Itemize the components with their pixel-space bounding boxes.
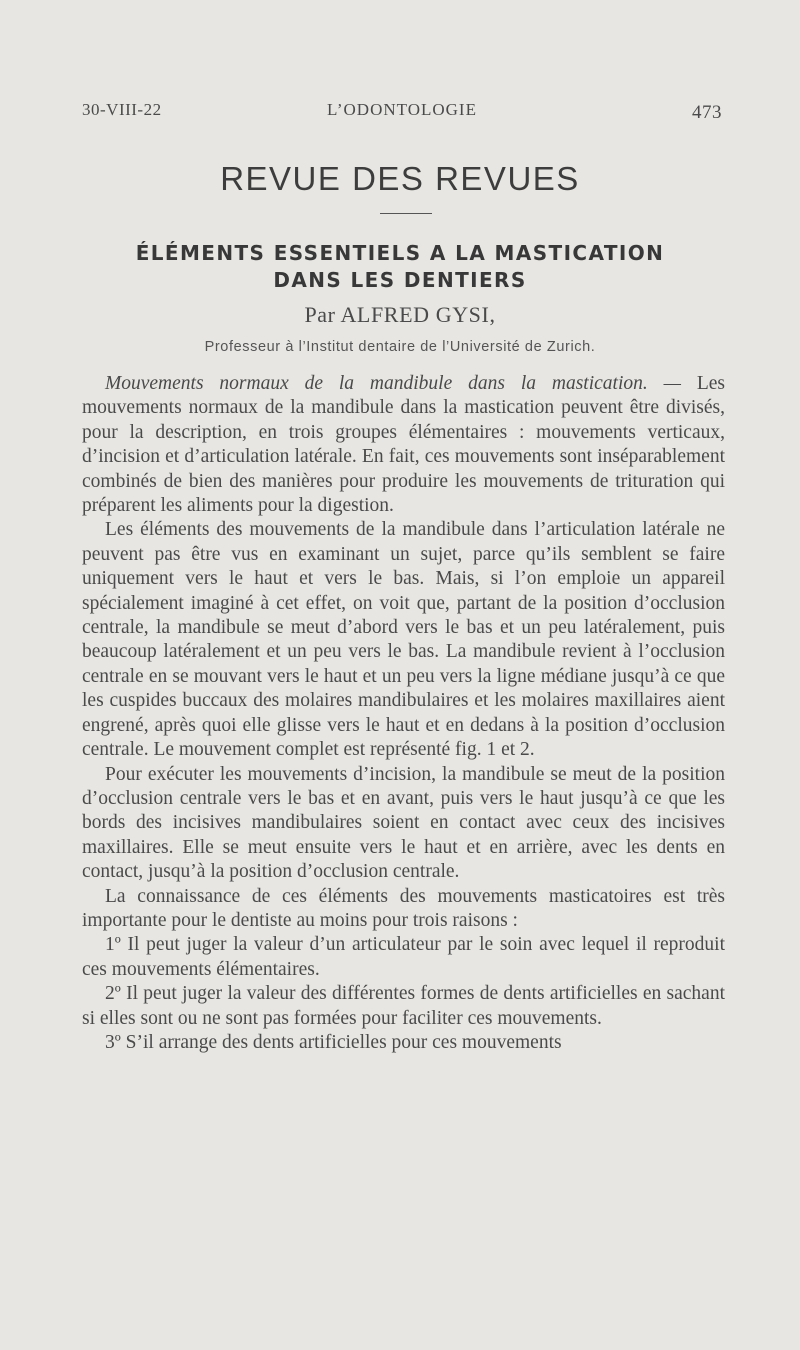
article-title-line1: ÉLÉMENTS ESSENTIELS A LA MASTICATION bbox=[135, 241, 665, 265]
paragraph-4: La connaissance de ces éléments des mouvements masticatoires est très importante pour le dentiste au moins pour trois raisons : bbox=[82, 885, 725, 931]
title-divider bbox=[380, 213, 432, 214]
journal-title: L’ODONTOLOGIE bbox=[327, 100, 477, 119]
article-title bbox=[60, 240, 740, 294]
page-number: 473 bbox=[692, 102, 722, 123]
article-title-line2: DANS LES DENTIERS bbox=[273, 268, 527, 292]
article-body bbox=[82, 372, 725, 1055]
section-title: REVUE DES REVUES bbox=[220, 160, 580, 197]
author-affiliation: Professeur à l’Institut dentaire de l’Université de Zurich. bbox=[204, 339, 596, 355]
paragraph-6: 2º Il peut juger la valeur des différentes formes de dents artificielles en sachant si elles sont ou ne sont pas formées pour faciliter ces mouvements. bbox=[82, 983, 725, 1029]
issue-date: 30-VIII-22 bbox=[82, 100, 162, 119]
paragraph-7: 3º S’il arrange des dents artificielles pour ces mouvements bbox=[105, 1031, 562, 1053]
running-head bbox=[82, 100, 722, 130]
paragraph-3: Pour exécuter les mouvements d’incision, la mandibule se meut de la position d’occlusion centrale vers le bas et en avant, puis vers le haut jusqu’à ce que les bords des incisives mandibulaires soient en contact avec ceux des incisives maxillaires. Elle se meut ensuite vers le haut et en arrière, avec les dents en contact, jusqu’à la position d’occlusion centrale. bbox=[82, 763, 725, 883]
paragraph-1 bbox=[82, 372, 725, 518]
paragraph-1-text: Les mouvements normaux de la mandibule dans la mastication peuvent être divisés, pour la description, en trois groupes élémentaires : mouvements verticaux, d’incision et d’articulation latérale. En fait, ces mouvements sont inséparablement combinés de bien des manières pour produire les mouvements de trituration qui préparent les aliments pour la digestion. bbox=[82, 373, 725, 517]
paragraph-2: Les éléments des mouvements de la mandibule dans l’articulation latérale ne peuvent pas être vus en examinant un sujet, parce qu’ils semblent se faire uniquement vers le haut et vers le bas. Mais, si l’on emploie un appareil spécialement imaginé à cet effet, on voit que, partant de la position d’occlusion centrale, la mandibule se meut d’abord vers le bas et un peu latéralement, puis beaucoup latéralement et un peu vers le bas. La mandibule revient à l’occlusion centrale en se mouvant vers le haut et un peu vers la ligne médiane jusqu’à ce que les cuspides buccaux des molaires mandibulaires et les molaires maxillaires aient engrené, après quoi elle glisse vers le haut et en dedans à la position d’occlusion centrale. Le mouvement complet est représenté fig. 1 et 2. bbox=[82, 519, 725, 761]
author-byline: Par ALFRED GYSI, bbox=[304, 302, 496, 327]
paragraph-5: 1º Il peut juger la valeur d’un articulateur par le soin avec lequel il reproduit ces mouvements élémentaires. bbox=[82, 934, 725, 980]
paragraph-heading: Mouvements normaux de la mandibule dans la mastication. — bbox=[105, 373, 681, 394]
